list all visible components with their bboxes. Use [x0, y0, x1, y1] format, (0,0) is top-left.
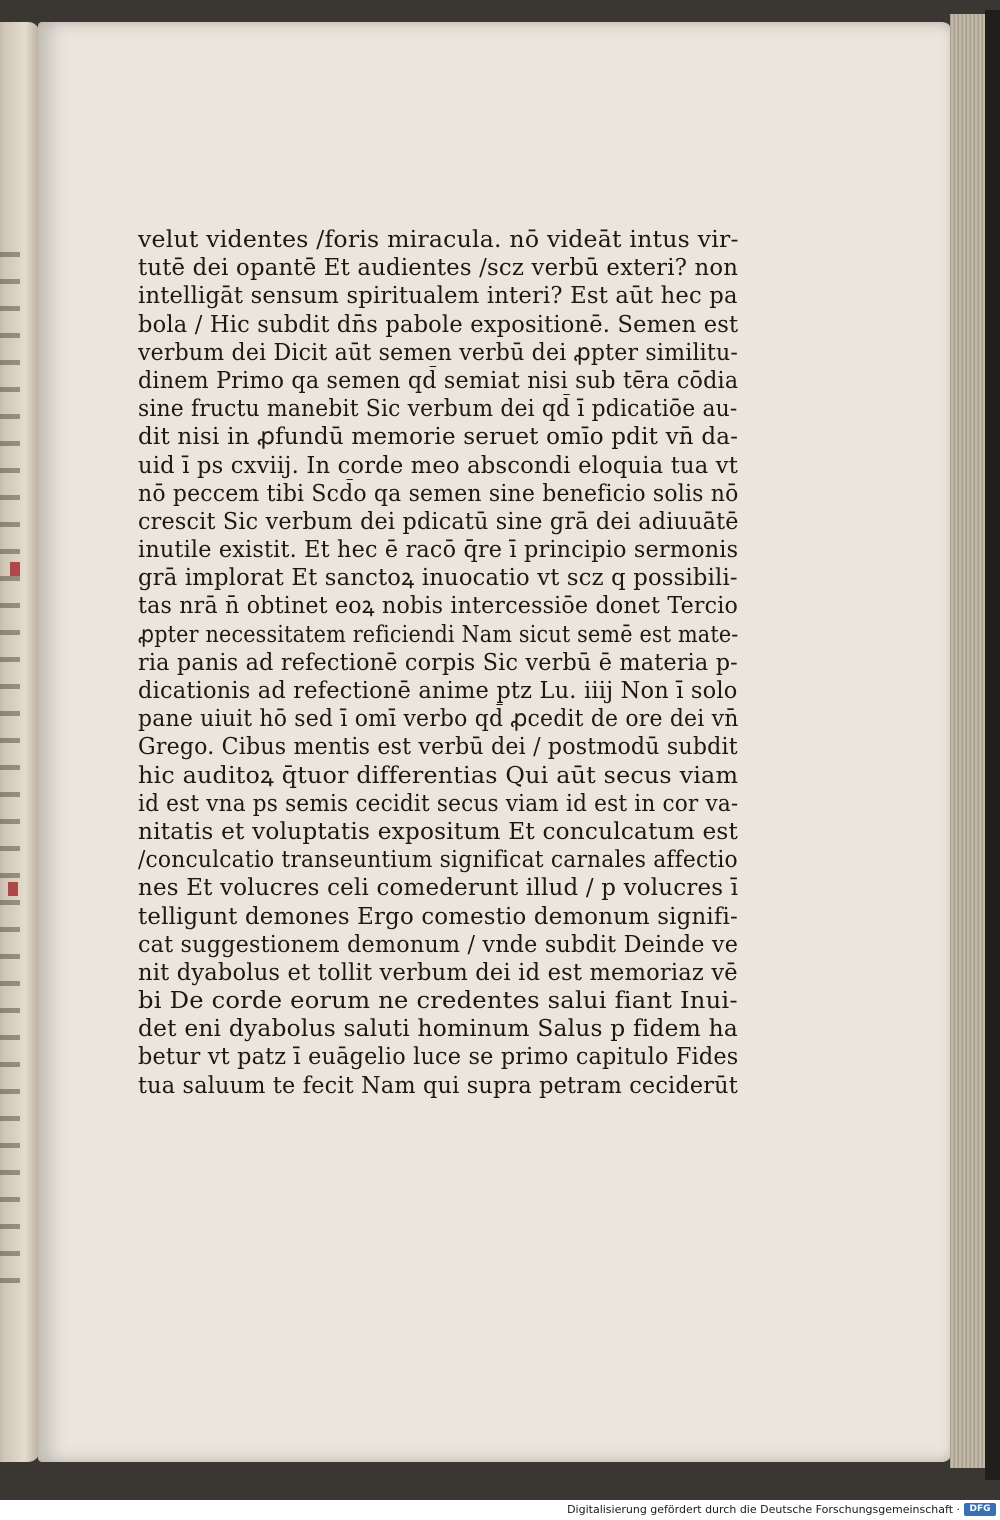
text-line: velut videntes /foris miracula. nō videāt intus vir- — [138, 227, 739, 253]
text-line: cat suggestionem demonum / vnde subdit Deinde ve — [138, 931, 739, 958]
text-line: pane uiuit hō sed ī omī verbo qd̄ ꝓcedit de ore dei vn̄ — [138, 706, 739, 733]
text-line: tua saluum te fecit Nam qui supra petram ceciderūt — [138, 1072, 738, 1099]
text-line: uid ī ps cxviij. In corde meo abscondi eloquia tua vt — [138, 452, 739, 479]
text-line: dicationis ad refectionē anime ptz Lu. iiij Non ī solo — [138, 678, 738, 704]
text-line: betur vt patz ī euāgelio luce se primo capitulo Fides — [138, 1044, 739, 1071]
text-line: hic auditoꝝ q̄tuor differentias Qui aūt secus viam — [138, 762, 739, 789]
text-line: tutē dei opantē Et audientes /scz verbū exteri? non — [138, 255, 739, 282]
text-line: id est vna ps semis cecidit secus viam id est in cor va- — [138, 790, 739, 817]
right-shadow — [985, 10, 1000, 1480]
text-line: Grego. Cibus mentis est verbū dei / postmodū subdit — [138, 734, 738, 761]
left-page-text-fragment — [0, 252, 20, 1292]
text-line: grā implorat Et sanctoꝝ inuocatio vt scz q possibili- — [138, 565, 738, 592]
text-line: ria panis ad refectionē corpis Sic verbū ē materia p- — [138, 649, 738, 676]
text-line: det eni dyabolus saluti hominum Salus p fidem ha — [138, 1016, 738, 1043]
text-column — [138, 226, 758, 1100]
text-line: telligunt demones Ergo comestio demonum signifi- — [138, 903, 738, 930]
text-line: nes Et volucres celi comederunt illud / p volucres ī — [138, 875, 739, 902]
text-line: tas nrā n̄ obtinet eoꝝ nobis intercessiōe donet Tercio — [138, 593, 739, 620]
text-line: intelligāt sensum spiritualem interi? Est aūt hec pa — [138, 283, 738, 310]
book-page — [38, 22, 952, 1462]
funding-note: Digitalisierung gefördert durch die Deutsche Forschungsgemeinschaft · — [567, 1503, 960, 1516]
left-page-rubric-mark — [10, 562, 20, 576]
dfg-logo: DFG — [964, 1503, 996, 1516]
text-line: bi De corde eorum ne credentes salui fiant Inui- — [138, 988, 738, 1015]
text-line: ꝓpter necessitatem reficiendi Nam sicut semē est mate- — [138, 621, 739, 648]
text-line: nō peccem tibi Scd̄o qa semen sine beneficio solis nō — [138, 480, 739, 507]
text-line: inutile existit. Et hec ē racō q̄re ī principio sermonis — [138, 537, 739, 564]
footer-bar — [0, 1500, 1000, 1520]
page-stack-edge — [950, 14, 990, 1468]
text-line: nit dyabolus et tollit verbum dei id est memoriaz vē — [138, 959, 738, 986]
text-line: dinem Primo qa semen qd̄ semiat nisi sub tēra cōdia — [138, 367, 739, 394]
text-line: dit nisi in ꝓfundū memorie seruet omīo pdit vn̄ da- — [138, 424, 739, 451]
left-page-edge — [0, 22, 40, 1462]
text-line: nitatis et voluptatis expositum Et conculcatum est — [138, 818, 739, 845]
text-line: /conculcatio transeuntium significat carnales affectio — [138, 847, 738, 874]
text-line: bola / Hic subdit dn̄s pabole expositionē. Semen est — [138, 311, 739, 338]
text-line: crescit Sic verbum dei pdicatū sine grā dei adiuuātē — [138, 508, 739, 535]
left-page-rubric-mark — [8, 882, 18, 896]
text-line: verbum dei Dicit aūt semen verbū dei ꝓpter similitu- — [138, 339, 738, 366]
text-line: sine fructu manebit Sic verbum dei qd̄ ī pdicatiōe au- — [138, 396, 738, 423]
